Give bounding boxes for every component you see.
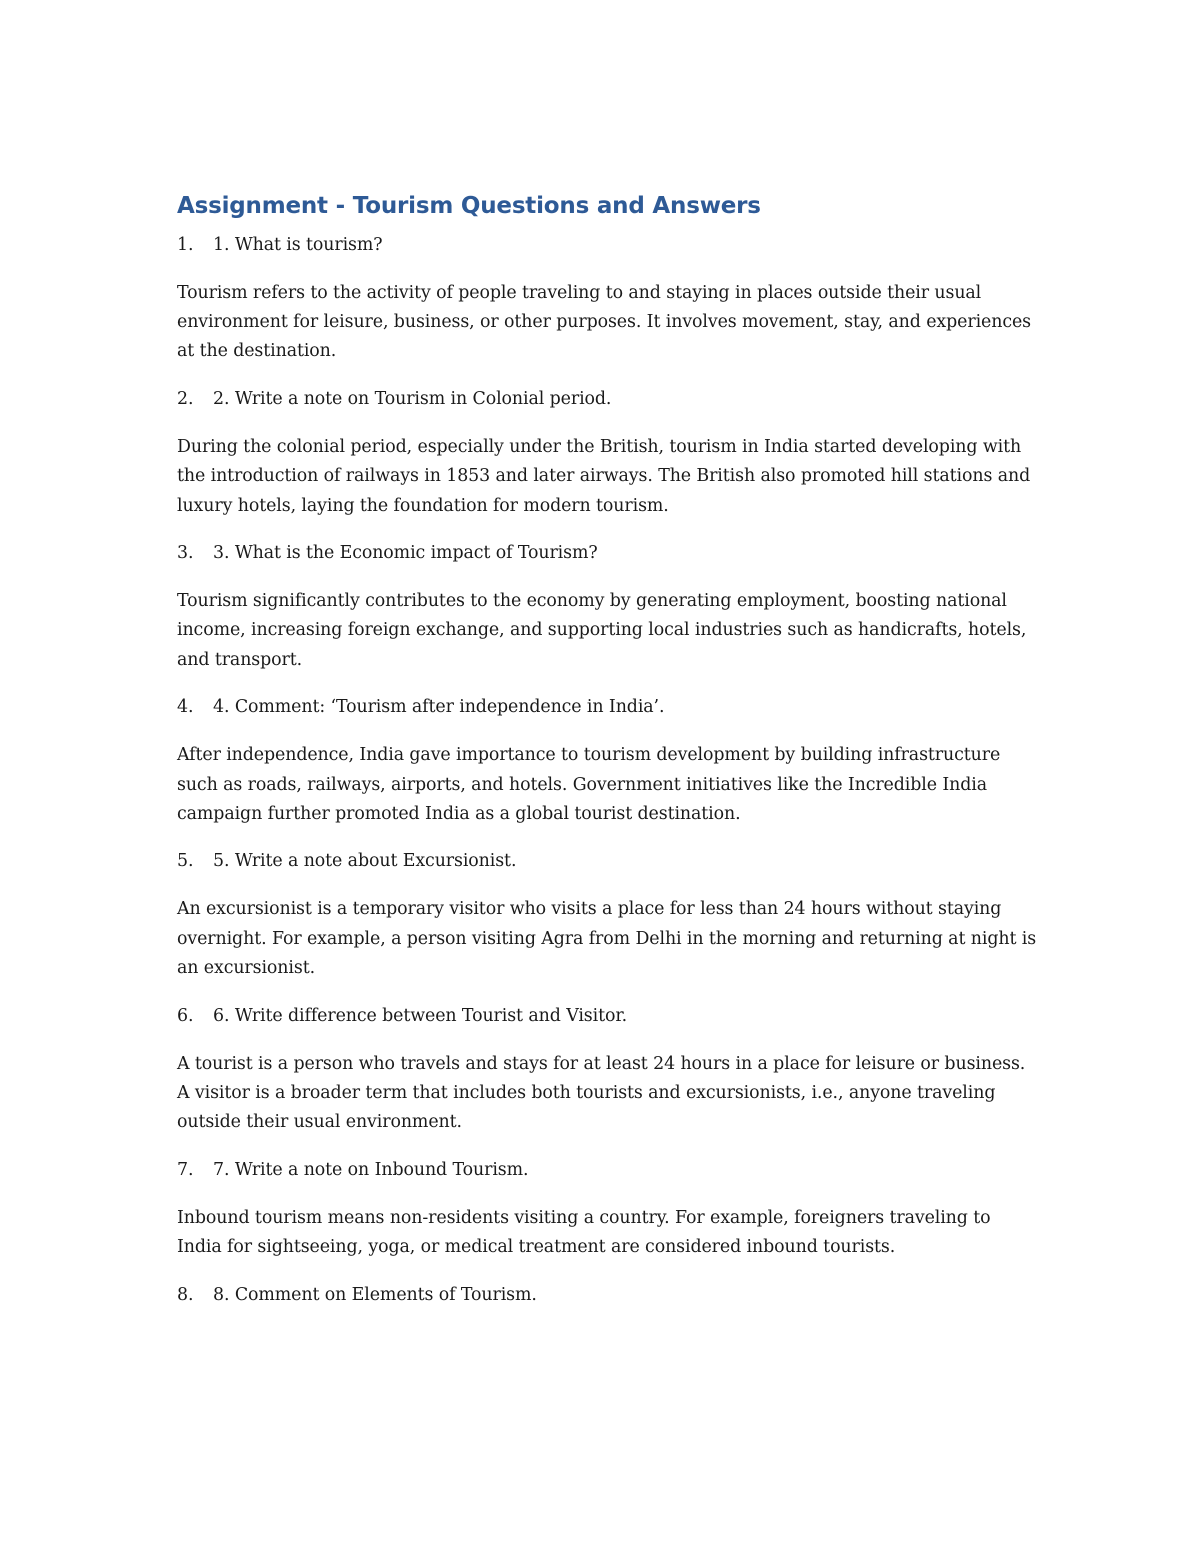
question-number: 2. <box>177 389 194 410</box>
answer-6: A tourist is a person who travels and stays for at least 24 hours in a place for leisure or business. A visitor is a broader term that includes both tourists and excursionists, i.e., anyone traveling outside their usual environment. <box>177 1053 1026 1132</box>
question-number: 6. <box>177 1005 194 1026</box>
question-3 <box>177 539 1037 568</box>
question-number: 7. <box>177 1159 194 1180</box>
answer-2: During the colonial period, especially under the British, tourism in India started developing with the introduction of railways in 1853 and later airways. The British also promoted hill stations and luxury hotels, laying the foundation for modern tourism. <box>177 437 1031 516</box>
question-number: 4. <box>177 697 194 718</box>
question-1 <box>177 231 1037 260</box>
question-number: 1. <box>177 235 194 255</box>
question-7 <box>177 1156 1037 1185</box>
question-5 <box>177 847 1037 876</box>
answer-7: Inbound tourism means non-residents visiting a country. For example, foreigners traveling to India for sightseeing, yoga, or medical treatment are considered inbound tourists. <box>177 1207 991 1257</box>
question-number: 3. <box>177 543 194 564</box>
question-text: 2. Write a note on Tourism in Colonial period. <box>213 389 612 410</box>
answer-3: Tourism significantly contributes to the economy by generating employment, boosting national income, increasing foreign exchange, and supporting local industries such as handicrafts, hotels, and transport. <box>177 591 1027 670</box>
question-text: 8. Comment on Elements of Tourism. <box>213 1284 537 1305</box>
answer-1: Tourism refers to the activity of people traveling to and staying in places outside their usual environment for leisure, business, or other purposes. It involves movement, stay, and experiences at the destination. <box>177 283 1031 362</box>
answer-4: After independence, India gave importance to tourism development by building infrastructure such as roads, railways, airports, and hotels. Government initiatives like the Incredible India campaign further promoted India as a global tourist destination. <box>177 745 1001 824</box>
question-text: 5. Write a note about Excursionist. <box>213 851 517 872</box>
question-6 <box>177 1002 1037 1031</box>
question-text: 6. Write difference between Tourist and Visitor. <box>213 1005 628 1026</box>
answer-5: An excursionist is a temporary visitor who visits a place for less than 24 hours without staying overnight. For example, a person visiting Agra from Delhi in the morning and returning at night is an excursionist. <box>177 899 1037 978</box>
question-text: 1. What is tourism? <box>213 235 383 255</box>
document-body <box>177 190 1037 1329</box>
question-text: 7. Write a note on Inbound Tourism. <box>213 1159 529 1180</box>
document-title: Assignment - Tourism Questions and Answers <box>177 193 761 219</box>
question-text: 4. Comment: ‘Tourism after independence in India’. <box>213 697 665 718</box>
question-8 <box>177 1281 1037 1310</box>
question-2 <box>177 385 1037 414</box>
question-text: 3. What is the Economic impact of Tourism? <box>213 543 598 564</box>
question-4 <box>177 693 1037 722</box>
question-number: 8. <box>177 1284 194 1305</box>
question-number: 5. <box>177 851 194 872</box>
